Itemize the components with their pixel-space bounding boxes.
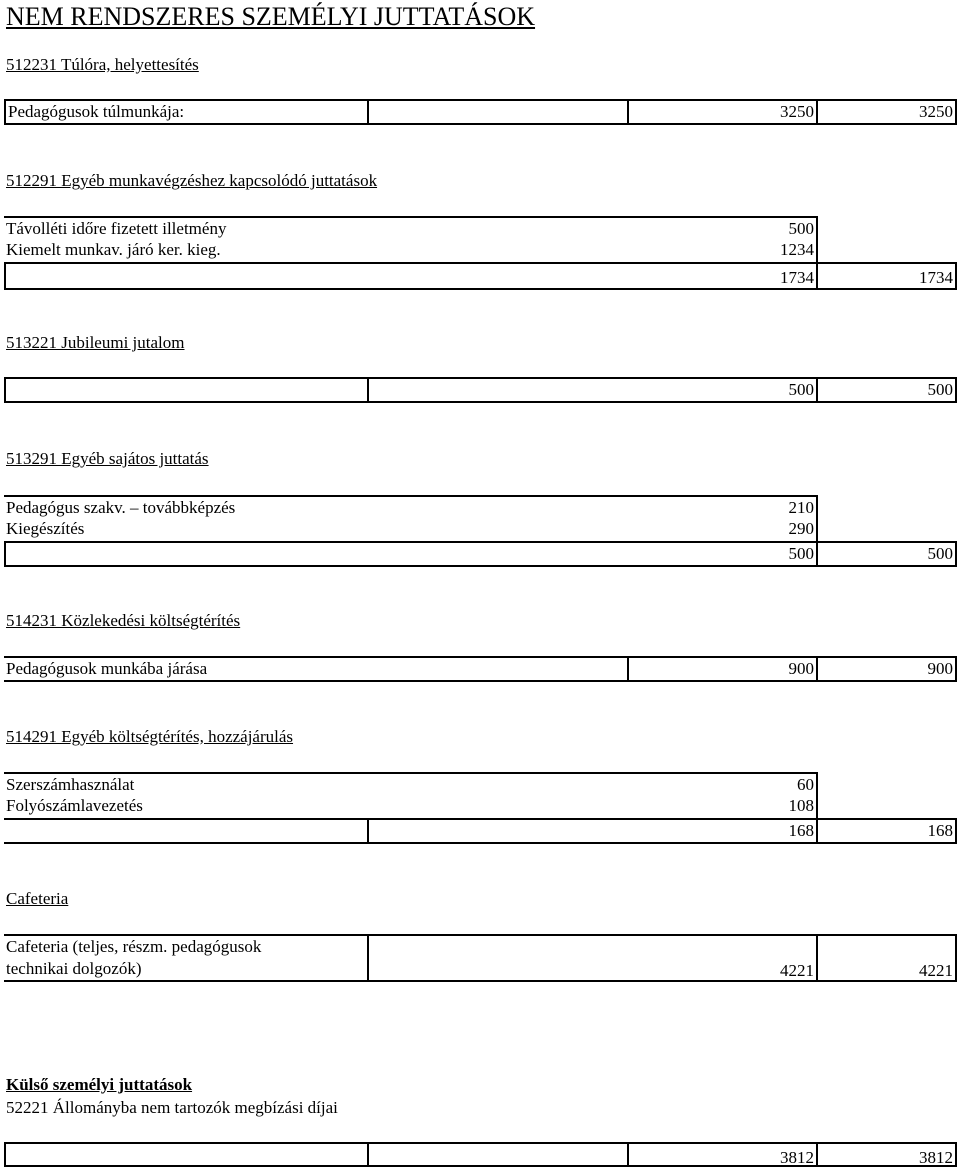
row-value: 1234 — [780, 240, 814, 259]
row-label: Kiemelt munkav. járó ker. kieg. — [6, 240, 221, 259]
row-total — [816, 239, 957, 262]
row-value: 3250 — [627, 99, 816, 125]
table-row — [4, 99, 957, 125]
row-label: Pedagógus szakv. – továbbképzés — [4, 495, 367, 518]
row-label: Pedagógusok munkába járása — [4, 656, 367, 682]
row-blank — [367, 934, 627, 982]
row-blank — [367, 216, 627, 239]
row-label — [4, 262, 367, 290]
row-blank — [367, 656, 627, 682]
table-row — [4, 934, 957, 982]
table-row — [4, 495, 957, 518]
row-total: 500 — [816, 541, 957, 567]
row-value: 900 — [627, 656, 816, 682]
row-blank — [367, 1142, 627, 1167]
row-blank — [367, 795, 627, 818]
row-value: 290 — [788, 519, 814, 538]
row-blank — [367, 518, 627, 541]
row-label: Távolléti időre fizetett illetmény — [4, 216, 367, 239]
row-value: 500 — [627, 216, 816, 239]
row-blank — [367, 99, 627, 125]
row-label — [4, 934, 404, 982]
row-blank — [367, 495, 627, 518]
row-total — [816, 772, 957, 795]
row-label — [4, 377, 367, 403]
row-blank — [367, 377, 627, 403]
section-heading-cafeteria: Cafeteria — [6, 889, 69, 908]
row-blank — [367, 262, 627, 290]
cafeteria-label-line2: technikai dolgozók) — [6, 959, 142, 978]
row-blank — [367, 772, 627, 795]
row-total — [816, 795, 957, 818]
table-row — [4, 262, 957, 290]
row-label — [4, 1142, 367, 1167]
row-value: 108 — [788, 796, 814, 815]
section-subheading-52221: 52221 Állományba nem tartozók megbízási díjai — [6, 1098, 338, 1117]
section-heading-514231: 514231 Közlekedési költségtérítés — [6, 611, 241, 630]
section-heading-512291: 512291 Egyéb munkavégzéshez kapcsolódó juttatások — [6, 171, 378, 190]
row-total: 3812 — [816, 1142, 957, 1167]
row-label: Folyószámlavezetés — [6, 796, 143, 815]
row-value: 3812 — [627, 1142, 816, 1167]
table-row — [4, 377, 957, 403]
section-heading-513221: 513221 Jubileumi jutalom — [6, 333, 185, 352]
row-value: 500 — [627, 541, 816, 567]
row-total: 900 — [816, 656, 957, 682]
row-label: Pedagógusok túlmunkája: — [4, 99, 367, 125]
row-total — [816, 495, 957, 518]
table-row — [4, 795, 957, 818]
section-heading-kulso: Külső személyi juttatások — [6, 1075, 193, 1094]
row-total: 1734 — [816, 262, 957, 290]
cafeteria-label-line1: Cafeteria (teljes, részm. pedagógusok — [6, 937, 262, 956]
section-heading-514291: 514291 Egyéb költségtérítés, hozzájárulás — [6, 727, 294, 746]
row-blank — [367, 818, 627, 844]
row-value: 500 — [627, 377, 816, 403]
row-label — [4, 541, 367, 567]
row-blank — [367, 239, 627, 262]
row-value: 60 — [627, 772, 816, 795]
row-value: 4221 — [627, 934, 816, 982]
row-value: 1734 — [627, 262, 816, 290]
table-row — [4, 656, 957, 682]
table-row — [4, 818, 957, 844]
page-title: NEM RENDSZERES SZEMÉLYI JUTTATÁSOK — [6, 2, 536, 31]
row-label — [4, 818, 367, 844]
table-row — [4, 239, 957, 262]
row-total — [816, 518, 957, 541]
section-heading-513291: 513291 Egyéb sajátos juttatás — [6, 449, 209, 468]
table-row — [4, 518, 957, 541]
row-total: 168 — [816, 818, 957, 844]
row-blank — [367, 541, 627, 567]
table-row — [4, 216, 957, 239]
row-total: 500 — [816, 377, 957, 403]
table-row — [4, 1142, 957, 1167]
row-label: Szerszámhasználat — [4, 772, 367, 795]
table-row — [4, 541, 957, 567]
table-row — [4, 772, 957, 795]
row-total — [816, 216, 957, 239]
row-value: 210 — [627, 495, 816, 518]
section-heading-512231: 512231 Túlóra, helyettesítés — [6, 55, 199, 74]
row-label: Kiegészítés — [6, 519, 85, 538]
row-total: 4221 — [816, 934, 957, 982]
row-total: 3250 — [816, 99, 957, 125]
row-value: 168 — [627, 818, 816, 844]
